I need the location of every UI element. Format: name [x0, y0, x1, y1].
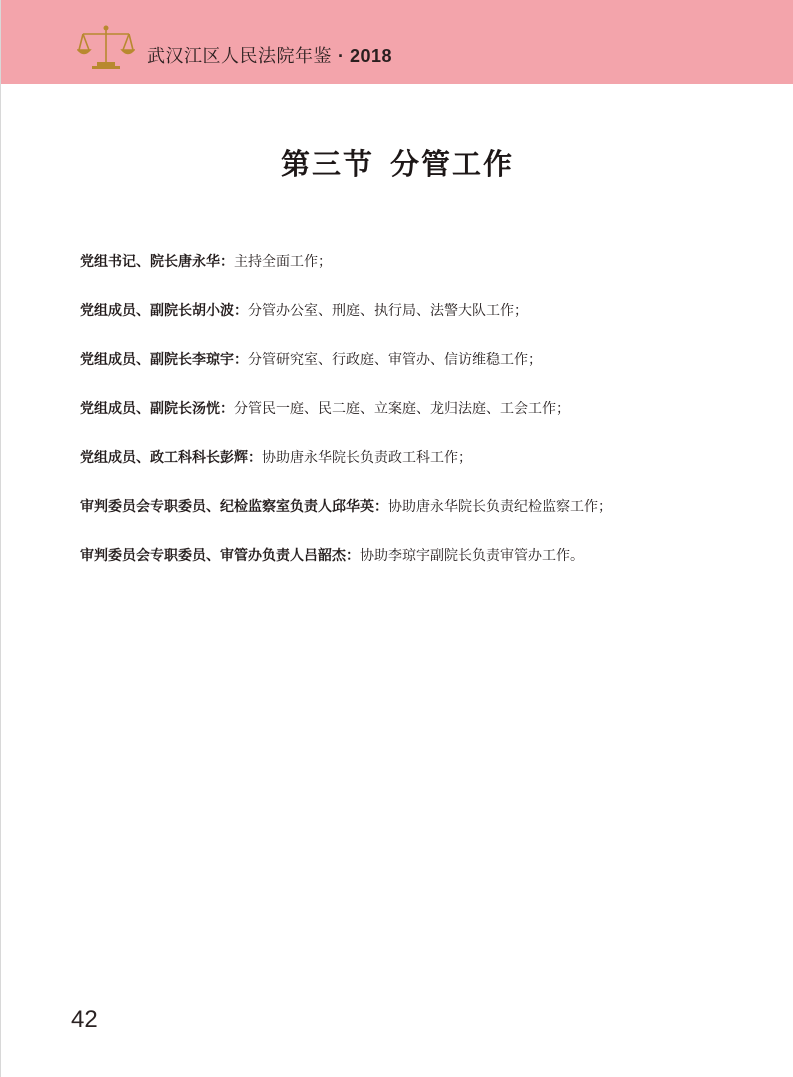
duty-item: 党组成员、副院长胡小波：分管办公室、刑庭、执行局、法警大队工作； — [80, 303, 528, 319]
duty-item: 党组成员、副院长汤恍：分管民一庭、民二庭、立案庭、龙归法庭、工会工作； — [80, 401, 570, 417]
section-number: 第三节 — [280, 147, 374, 181]
duty-item: 审判委员会专职委员、纪检监察室负责人邱华英：协助唐永华院长负责纪检监察工作； — [80, 499, 612, 515]
duty-item: 党组书记、院长唐永华：主持全面工作； — [80, 254, 332, 270]
duty-role: 党组成员、副院长汤恍 — [80, 401, 220, 417]
duty-role: 党组书记、院长唐永华 — [80, 254, 220, 270]
duty-item: 审判委员会专职委员、审管办负责人吕韶杰：协助李琼宇副院长负责审管办工作。 — [80, 548, 584, 564]
duty-role: 党组成员、政工科科长彭辉 — [80, 450, 248, 466]
duty-task: 主持全面工作； — [234, 254, 332, 270]
duty-role: 审判委员会专职委员、纪检监察室负责人邱华英 — [80, 499, 374, 515]
header-band — [1, 0, 793, 84]
duty-role: 党组成员、副院长胡小波 — [80, 303, 234, 319]
section-name: 分管工作 — [390, 147, 515, 181]
duty-task: 协助唐永华院长负责纪检监察工作； — [388, 499, 612, 515]
duty-role: 审判委员会专职委员、审管办负责人吕韶杰 — [80, 548, 346, 564]
duty-list — [80, 252, 760, 595]
yearbook-name: 武汉江区人民法院年鉴 — [147, 46, 332, 67]
yearbook-title — [147, 42, 392, 68]
scales-of-justice-icon — [77, 24, 135, 70]
section-heading — [1, 142, 793, 183]
duty-item: 党组成员、政工科科长彭辉：协助唐永华院长负责政工科工作； — [80, 450, 472, 466]
duty-task: 协助李琼宇副院长负责审管办工作。 — [360, 548, 584, 564]
duty-task: 分管民一庭、民二庭、立案庭、龙归法庭、工会工作； — [234, 401, 570, 417]
duty-task: 协助唐永华院长负责政工科工作； — [262, 450, 472, 466]
page-number: 42 — [71, 1006, 98, 1033]
duty-task: 分管办公室、刑庭、执行局、法警大队工作； — [248, 303, 528, 319]
yearbook-year: · 2018 — [338, 46, 393, 66]
duty-role: 党组成员、副院长李琼宇 — [80, 352, 234, 368]
duty-task: 分管研究室、行政庭、审管办、信访维稳工作； — [248, 352, 542, 368]
duty-item: 党组成员、副院长李琼宇：分管研究室、行政庭、审管办、信访维稳工作； — [80, 352, 542, 368]
